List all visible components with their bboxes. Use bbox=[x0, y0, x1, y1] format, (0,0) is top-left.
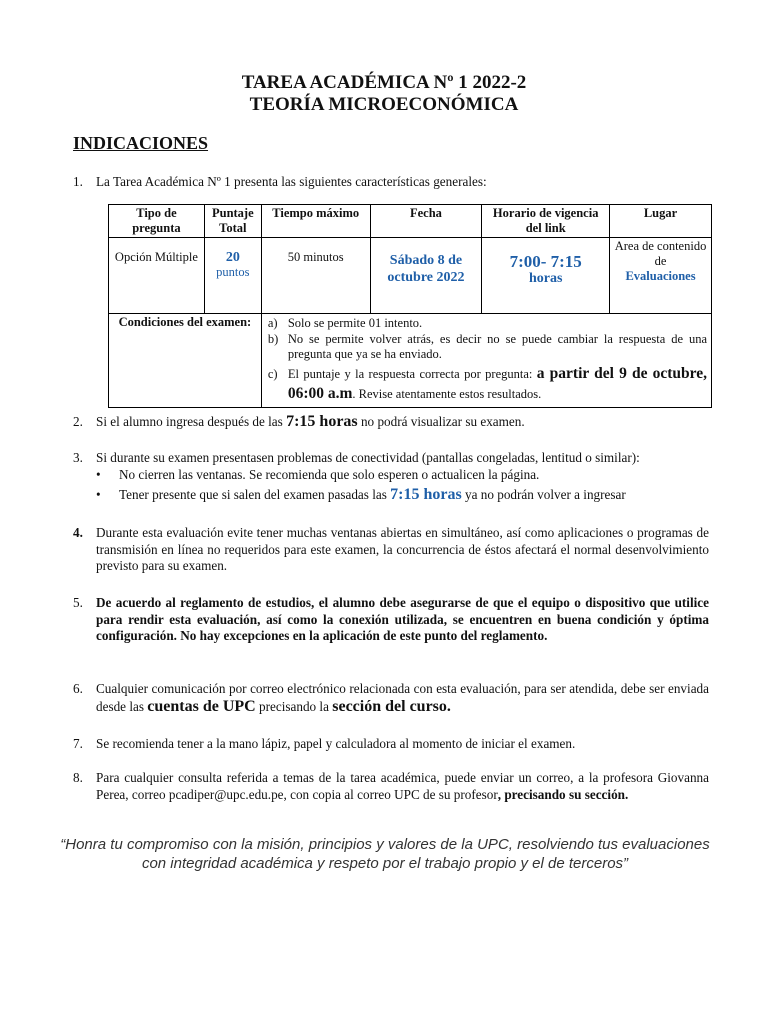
item-text: De acuerdo al reglamento de estudios, el alumno debe asegurarse de que el equipo o dispositivo que utilice para rendir esta evaluación, así como la conexión utilizada, se encuentren en buena condición y óptima configuración. No hay excepciones en la aplicación de este punto del reglamento. bbox=[96, 595, 709, 643]
item-text: precisando la bbox=[259, 699, 329, 714]
section-title: INDICACIONES bbox=[73, 133, 209, 153]
condition-text: Solo se permite 01 intento. bbox=[287, 316, 423, 330]
bullet-item bbox=[96, 467, 709, 484]
item-text: La Tarea Académica Nº 1 presenta las siguientes características generales: bbox=[96, 174, 487, 189]
conditions-cell bbox=[261, 314, 711, 408]
condition-letter: c) bbox=[267, 367, 278, 381]
table-header-cell: Tiempo máximo bbox=[261, 205, 370, 238]
table-header-cell: Puntaje Total bbox=[204, 205, 261, 238]
highlight-text: cuentas de UPC bbox=[147, 698, 256, 715]
bullet-icon: • bbox=[96, 466, 101, 482]
list-item-2 bbox=[73, 414, 709, 431]
list-item-1 bbox=[73, 174, 709, 191]
horario-cell bbox=[482, 238, 610, 314]
list-item-6 bbox=[73, 680, 709, 716]
puntaje-number: 20 bbox=[225, 250, 240, 265]
list-item-4 bbox=[73, 525, 709, 575]
item-number: 6. bbox=[73, 681, 83, 696]
item-number: 5. bbox=[73, 595, 83, 610]
lugar-text: Area de contenido de bbox=[614, 239, 707, 268]
item-number: 8. bbox=[73, 770, 83, 785]
list-item-8 bbox=[73, 770, 709, 803]
item-number: 7. bbox=[73, 736, 83, 751]
condition-c bbox=[266, 364, 707, 404]
table-header-row bbox=[109, 205, 712, 238]
fecha-text: Sábado 8 de octubre 2022 bbox=[387, 253, 465, 285]
bullet-item bbox=[96, 487, 709, 504]
item-number: 2. bbox=[73, 414, 83, 429]
conditions-label: Condiciones del examen: bbox=[109, 314, 262, 408]
item-number: 3. bbox=[73, 450, 83, 465]
integrity-quote: “Honra tu compromiso con la misión, principios y valores de la UPC, resolviendo tus evaluaciones con integridad académica y respeto por el trabajo propio y el de terceros” bbox=[60, 836, 710, 872]
condition-letter: a) bbox=[267, 316, 278, 330]
item-text: no podrá visualizar su examen. bbox=[360, 414, 525, 429]
list-item-3 bbox=[73, 450, 709, 504]
tiempo-cell: 50 minutos bbox=[261, 238, 370, 314]
condition-highlight: a partir del 9 de octubre, 06:00 a.m bbox=[287, 365, 708, 402]
table-header-cell: Fecha bbox=[370, 205, 482, 238]
table-row bbox=[109, 238, 712, 314]
fecha-cell bbox=[370, 238, 482, 314]
exam-info-table bbox=[108, 204, 712, 408]
item-number: 4. bbox=[73, 525, 83, 540]
condition-text: El puntaje y la respuesta correcta por pregunta: bbox=[287, 367, 533, 381]
horario-time: 7:00- 7:15 bbox=[509, 252, 582, 271]
puntaje-unit: puntos bbox=[216, 265, 250, 279]
bullet-icon: • bbox=[96, 487, 101, 502]
item-text: Si el alumno ingresa después de las bbox=[96, 414, 283, 429]
table-row-conditions bbox=[109, 314, 712, 408]
condition-b bbox=[266, 332, 707, 362]
horario-unit: horas bbox=[528, 271, 563, 286]
highlight-time: 7:15 horas bbox=[390, 486, 462, 503]
conditions-list bbox=[266, 316, 707, 404]
item-number: 1. bbox=[73, 174, 83, 189]
item-text: Se recomienda tener a la mano lápiz, papel y calculadora al momento de iniciar el examen. bbox=[96, 736, 576, 751]
highlight-text: , precisando su sección. bbox=[497, 786, 629, 802]
item-text: Cualquier comunicación por correo electrónico relacionada con esta evaluación, para ser atendida, debe ser enviada desde las bbox=[96, 681, 709, 714]
lugar-cell bbox=[610, 238, 712, 314]
bullet-text: No cierren las ventanas. Se recomienda que solo esperen o actualicen la página. bbox=[119, 466, 540, 482]
document-subtitle: TEORÍA MICROECONÓMICA bbox=[249, 94, 519, 115]
item-text: Si durante su examen presentasen problemas de conectividad (pantallas congeladas, lentitud o similar): bbox=[96, 450, 640, 465]
highlight-time: 7:15 horas bbox=[286, 413, 358, 430]
condition-text-end: . Revise atentamente estos resultados. bbox=[352, 387, 542, 401]
condition-a bbox=[266, 316, 707, 331]
item-text: Para cualquier consulta referida a temas de la tarea académica, puede enviar un correo, a la profesora Giovanna Perea, correo pcadiper@upc.edu.pe, con copia al correo UPC de su profesor bbox=[96, 770, 709, 802]
evaluaciones-link[interactable]: Evaluaciones bbox=[625, 269, 696, 283]
condition-text: No se permite volver atrás, es decir no se puede cambiar la respuesta de una pregunta que ya se ha enviado. bbox=[287, 332, 707, 361]
table-header-cell: Lugar bbox=[610, 205, 712, 238]
item-text: Durante esta evaluación evite tener muchas ventanas abiertas en simultáneo, así como aplicaciones o programas de transmisión en línea no requeridos para este examen, la concurrencia de éstos afectará el normal desenvolvimiento previsto para su examen. bbox=[96, 525, 709, 573]
condition-letter: b) bbox=[267, 332, 279, 346]
document-title: TAREA ACADÉMICA Nº 1 2022-2 bbox=[241, 72, 527, 93]
table-header-cell: Horario de vigencia del link bbox=[482, 205, 610, 238]
list-item-5 bbox=[73, 595, 709, 645]
tipo-cell: Opción Múltiple bbox=[109, 238, 205, 314]
puntaje-cell bbox=[204, 238, 261, 314]
bullet-text: Tener presente que si salen del examen pasadas las bbox=[119, 487, 387, 502]
table-header-cell: Tipo de pregunta bbox=[109, 205, 205, 238]
bullet-text: ya no podrán volver a ingresar bbox=[465, 487, 626, 502]
list-item-7 bbox=[73, 736, 709, 753]
highlight-text: sección del curso. bbox=[332, 698, 451, 715]
